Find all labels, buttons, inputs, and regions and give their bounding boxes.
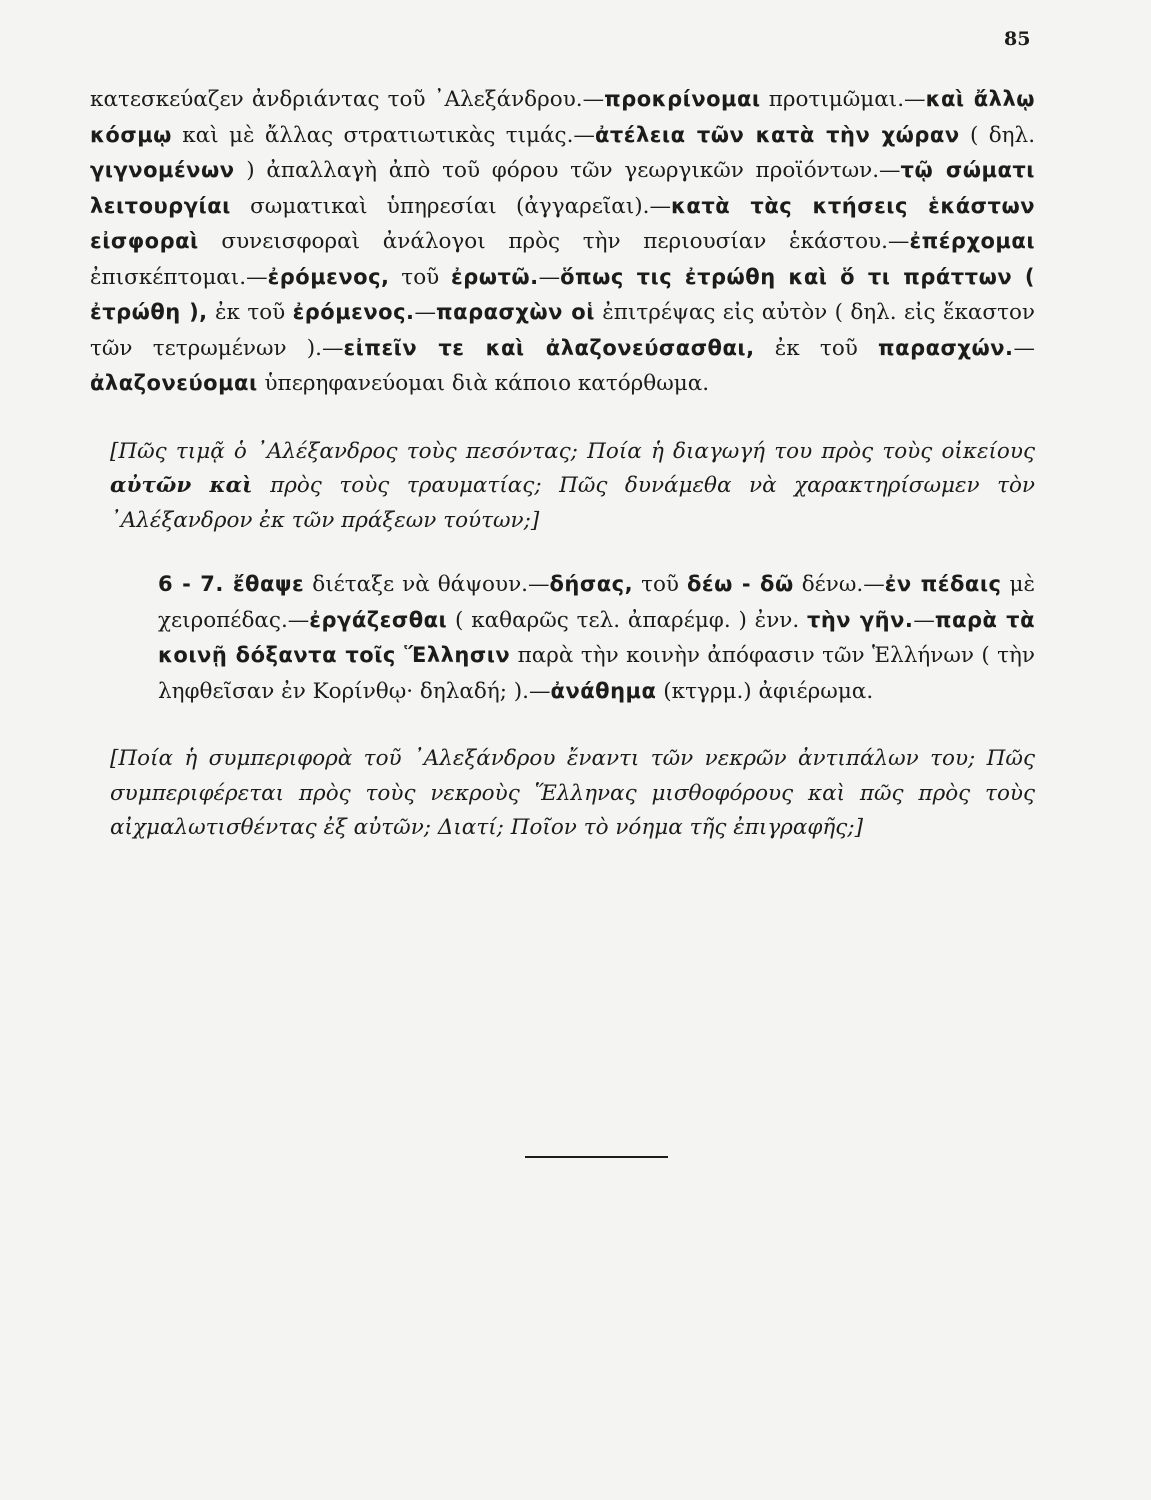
question-text: πρὸς τοὺς τραυματίας; Πῶς δυνάμεθα νὰ χαρακτηρίσωμεν τὸν ᾿Αλέξανδρον ἐκ τῶν πράξεων τούτων;] [110,473,1035,533]
text-run: — [538,264,561,290]
page-content [90,82,1035,846]
study-question-1 [90,435,1035,539]
text-run: τοῦ [633,572,687,597]
lemma: ἐρόμενος, [267,264,390,289]
lemma: καὶ ἄλλῳ κόσμῳ [90,87,1035,147]
lemma: ἐρόμενος. [292,300,415,324]
lemma: τῷ σώματι λειτουργίαι [90,158,1035,218]
lemma: ἀτέλεια τῶν κατὰ τὴν χώραν [594,122,960,147]
lemma: δήσας, [549,572,634,596]
text-run: κατεσκεύαζεν ἀνδριάντας τοῦ ᾿Αλεξάνδρου.— [90,87,605,112]
lemma: ἐρωτῶ. [451,264,539,289]
text-run: ( καθαρῶς τελ. ἀπαρέμφ. ) ἐνν. [447,607,807,633]
text-run: ἐπισκέπτομαι.— [90,264,268,290]
text-run: ἐκ τοῦ [207,300,293,325]
lemma: παρασχών. [878,335,1014,360]
text-run: τοῦ [389,264,451,290]
text-run: — [1013,335,1035,361]
lemma: ἀνάθημα [550,678,657,703]
lemma: γιγνομένων [90,158,235,182]
lemma: παρασχὼν οἱ [436,300,595,324]
lemma: ἐν πέδαις [884,572,1002,596]
lemma: δέω - δῶ [686,572,794,596]
text-run: ὑπερηφανεύομαι διὰ κάποιο κατόρθωμα. [257,371,710,396]
end-rule [525,1156,668,1158]
text-run: παρὰ τὴν κοινὴν ἀπόφασιν τῶν Ἑλλήνων ( τὴν ληφθεῖσαν ἐν Κορίνθῳ· δηλαδή; ).— [158,643,1035,704]
text-run: δένω.— [793,572,885,597]
text-run: ἐπιτρέψας εἰς αὐτὸν ( δηλ. εἰς ἕκαστον τῶν τετρωμένων ).— [90,300,1035,361]
text-run: (κτγρμ.) ἀφιέρωμα. [656,678,874,704]
lemma: εἰπεῖν τε καὶ ἀλαζονεύσασθαι, [343,335,755,360]
lemma: ἀλαζονεύομαι [90,371,258,395]
text-run: ἐκ τοῦ [754,335,879,361]
text-run: — [414,300,437,325]
page-number: 85 [1004,28,1031,50]
commentary-paragraph-2 [90,567,1035,709]
lemma: ἐπέρχομαι [909,229,1035,253]
section-lemma: 6 - 7. ἔθαψε [158,572,305,596]
text-run: μὲ χειροπέδας.— [158,572,1035,633]
lemma: παρὰ τὰ κοινῇ δόξαντα τοῖς Ἕλλησιν [158,607,1035,667]
lemma: προκρίνομαι [604,87,761,111]
study-question-2: [Ποία ἡ συμπεριφορὰ τοῦ ᾿Αλεξάνδρου ἔναντι τῶν νεκρῶν ἀντιπάλων του; Πῶς συμπεριφέρεται πρὸς τοὺς νεκροὺς Ἕλληνας μισθοφόρους καὶ πῶς πρὸς τοὺς αἰχμαλωτισθέντας ἐξ αὐτῶν; Διατί; Ποῖον τὸ νόημα τῆς ἐπιγραφῆς;] [110,746,1035,840]
lemma: κατὰ τὰς κτήσεις ἑκάστων εἰσφοραὶ [90,193,1035,253]
question-emphasis: αὐτῶν καὶ [110,473,253,498]
text-run: διέταξε νὰ θάψουν.— [304,572,550,597]
text-run: — [913,607,935,633]
lemma: ἐργάζεσθαι [309,607,448,632]
question-text: [Πῶς τιμᾷ ὁ ᾿Αλέξανδρος τοὺς πεσόντας; Ποία ἡ διαγωγή του πρὸς τοὺς οἰκείους [110,438,1035,464]
text-run: συνεισφοραὶ ἀνάλογοι πρὸς τὴν περιουσίαν ἑκάστου.— [198,229,910,254]
text-run: ) ἀπαλλαγὴ ἀπὸ τοῦ φόρου τῶν γεωργικῶν προϊόντων.— [234,158,901,183]
lemma: τὴν γῆν. [806,607,914,632]
commentary-paragraph-1 [90,82,1035,402]
text-run: σωματικαὶ ὑπηρεσίαι (ἀγγαρεῖαι).— [230,193,671,219]
lemma: ὅπως τις ἐτρώθη καὶ ὅ τι πράττων ( ἐτρώθη ), [90,264,1035,324]
text-run: καὶ μὲ ἄλλας στρατιωτικὰς τιμάς.— [171,122,595,148]
text-run: προτιμῶμαι.— [760,87,926,112]
text-run: ( δηλ. [959,122,1036,148]
